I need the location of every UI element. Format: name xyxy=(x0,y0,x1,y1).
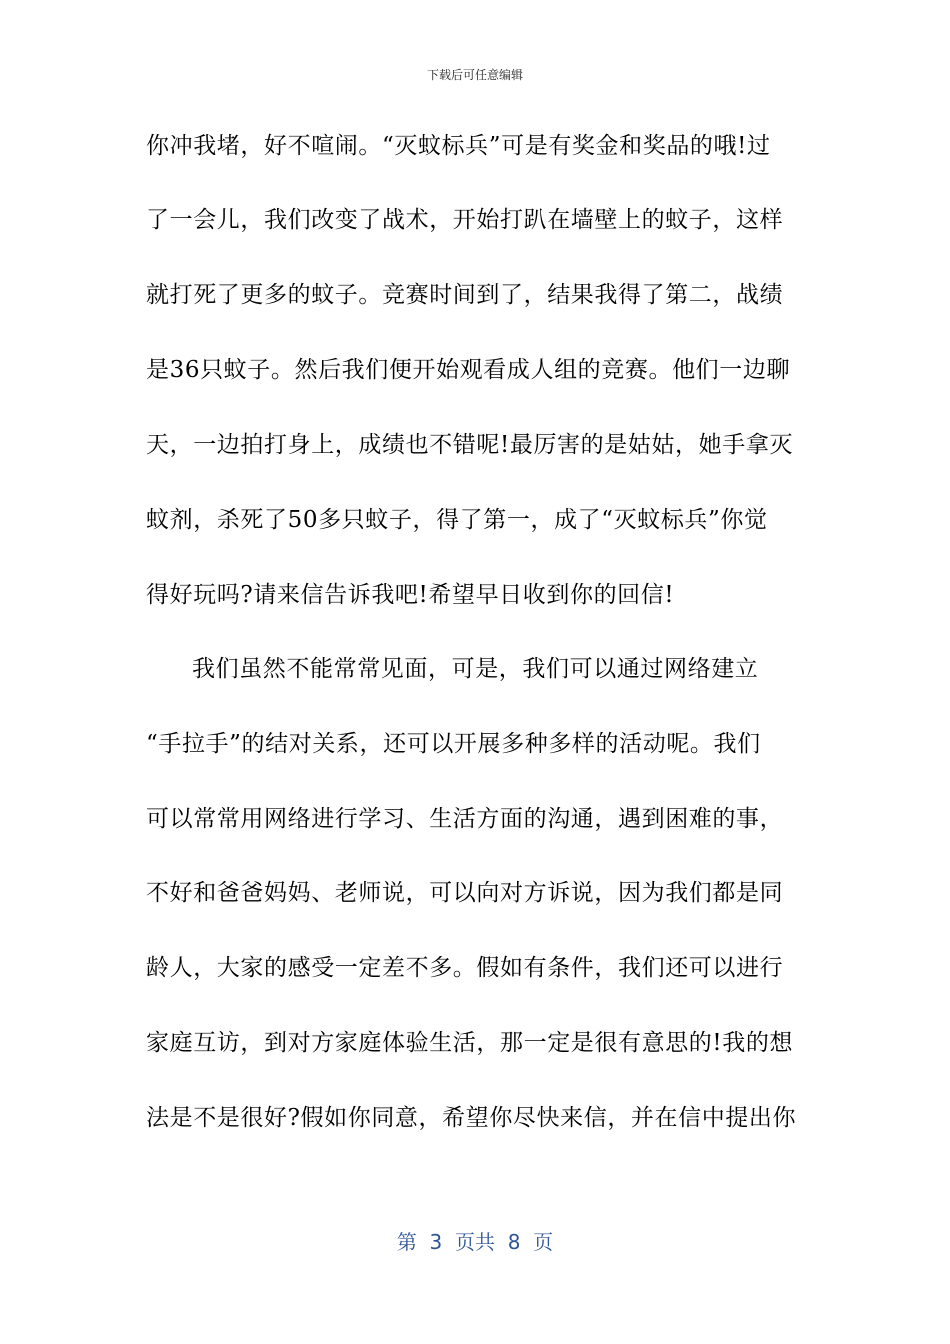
text-line: 你冲我堵，好不喧闹。“灭蚊标兵”可是有奖金和奖品的哦!过 xyxy=(146,133,771,159)
text-line: 得好玩吗?请来信告诉我吧!希望早日收到你的回信! xyxy=(146,582,675,608)
text-line: 就打死了更多的蚊子。竞赛时间到了，结果我得了第二，战绩 xyxy=(146,282,784,308)
text-line: 天，一边拍打身上，成绩也不错呢!最厉害的是姑姑，她手拿灭 xyxy=(146,432,794,458)
text-line: 不好和爸爸妈妈、老师说，可以向对方诉说，因为我们都是同 xyxy=(146,880,784,906)
text-line: 龄人，大家的感受一定差不多。假如有条件，我们还可以进行 xyxy=(146,955,784,981)
text-line: “手拉手”的结对关系，还可以开展多种多样的活动呢。我们 xyxy=(146,731,761,757)
text-line: 可以常常用网络进行学习、生活方面的沟通，遇到困难的事， xyxy=(146,806,784,832)
text-line: 是36只蚊子。然后我们便开始观看成人组的竞赛。他们一边聊 xyxy=(146,357,791,383)
text-line: 了一会儿，我们改变了战术，开始打趴在墙壁上的蚊子，这样 xyxy=(146,207,784,233)
paragraph-first-line: 我们虽然不能常常见面，可是，我们可以通过网络建立 xyxy=(192,656,759,682)
text-line: 家庭互访，到对方家庭体验生活，那一定是很有意思的!我的想 xyxy=(146,1030,794,1056)
text-line: 法是不是很好?假如你同意，希望你尽快来信，并在信中提出你 xyxy=(146,1105,797,1131)
text-line: 蚊剂，杀死了50多只蚊子，得了第一，成了“灭蚊标兵”你觉 xyxy=(146,507,768,533)
page-number-footer: 第 3 页共 8 页 xyxy=(396,1230,554,1254)
page-header: 下载后可任意编辑 xyxy=(426,68,523,82)
